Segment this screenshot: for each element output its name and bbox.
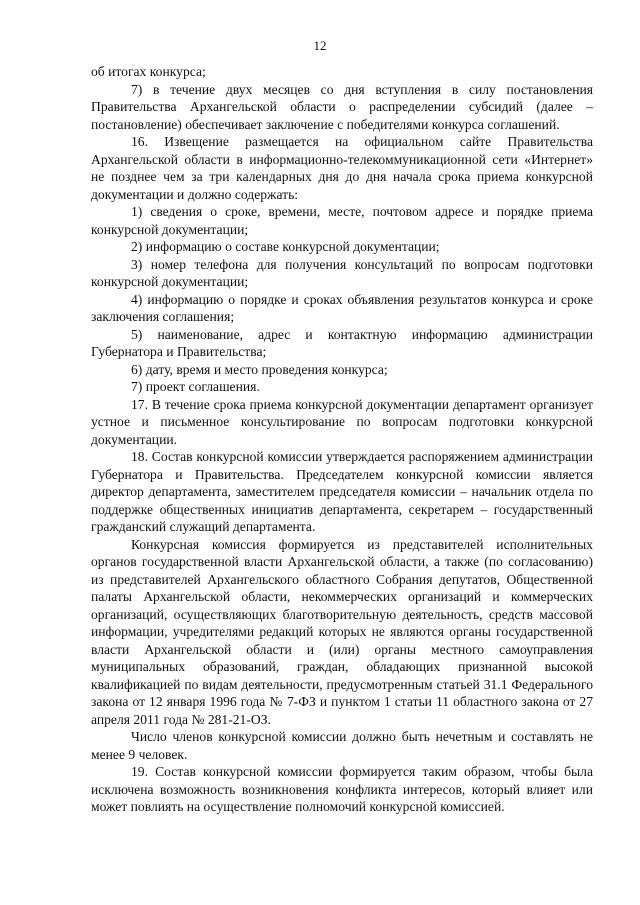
paragraph-list-item-2: 2) информацию о составе конкурсной документации; xyxy=(131,239,440,254)
paragraph-clause-18: 18. Состав конкурсной комиссии утверждается распоряжением администрации Губернатора и Правительства. Председателем конкурсной комиссии является директор департамента, заместителем председателя комиссии – начальник отдела по поддержке общественных инициатив департамента, секретарем – государственный гражданский служащий департамента. xyxy=(91,449,593,534)
paragraph-clause-16: 16. Извещение размещается на официальном сайте Правительства Архангельской области в информационно-телекоммуникационной сети «Интернет» не позднее чем за три календарных дня до дня начала срока приема конкурсной документации и должно содержать: xyxy=(91,134,593,202)
paragraph-commission-formation: Конкурсная комиссия формируется из представителей исполнительных органов государственной власти Архангельской области, а также (по согласованию) из представителей Архангельского областного Собрания депутатов, Общественной палаты Архангельской области, некоммерческих организаций и коммерческих организаций, осуществляющих благотворительную деятельность, средств массовой информации, учредителями редакций которых не являются органы государственной власти Архангельской области и (или) органы местного самоуправления муниципальных образований, граждан, обладающих признанной высокой квалификацией по видам деятельности, предусмотренным статьей 31.1 Федерального закона от 12 января 1996 года № 7-ФЗ и пунктом 1 статьи 11 областного закона от 27 апреля 2011 года № 281-21-ОЗ. xyxy=(91,536,593,727)
paragraph-clause-19: 19. Состав конкурсной комиссии формируется таким образом, чтобы была исключена возможность возникновения конфликта интересов, который влияет или может повлиять на осуществление полномочий конкурсной комиссией. xyxy=(91,764,593,814)
page-number: 12 xyxy=(313,38,327,53)
paragraph-list-item-1: 1) сведения о сроке, времени, месте, почтовом адресе и порядке приема конкурсной документации; xyxy=(91,204,593,237)
paragraph-list-item-4: 4) информацию о порядке и сроках объявления результатов конкурса и сроке заключения соглашения; xyxy=(91,291,593,324)
paragraph-list-item-5: 5) наименование, адрес и контактную информацию администрации Губернатора и Правительства; xyxy=(91,326,593,359)
paragraph-item-7: 7) в течение двух месяцев со дня вступления в силу постановления Правительства Архангельской области о распределении субсидий (далее – постановление) обеспечивает заключение с победителями конкурса соглашений. xyxy=(91,81,593,132)
paragraph-member-count: Число членов конкурсной комиссии должно быть нечетным и составлять не менее 9 человек. xyxy=(91,729,593,762)
document-body xyxy=(91,63,593,816)
paragraph-list-item-6: 6) дату, время и место проведения конкурса; xyxy=(131,361,388,377)
paragraph-list-item-7: 7) проект соглашения. xyxy=(131,379,260,394)
paragraph-list-item-3: 3) номер телефона для получения консультаций по вопросам подготовки конкурсной документации; xyxy=(91,256,593,289)
paragraph-continuation: об итогах конкурса; xyxy=(91,64,206,79)
paragraph-clause-17: 17. В течение срока приема конкурсной документации департамент организует устное и письменное консультирование по вопросам подготовки конкурсной документации. xyxy=(91,396,593,447)
